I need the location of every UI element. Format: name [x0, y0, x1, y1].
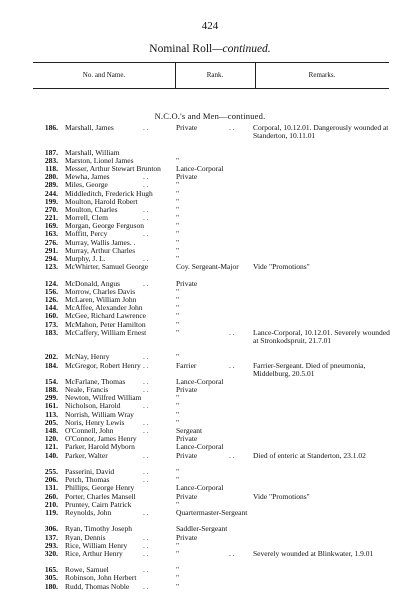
row-number: 123. — [44, 262, 58, 272]
row-number: 188. — [44, 385, 58, 395]
row-number: 160. — [44, 311, 58, 321]
row-rank: " — [176, 180, 180, 190]
roll-row — [0, 534, 420, 542]
row-rank: " — [176, 581, 180, 591]
row-name: Noris, Henry Lewis — [65, 418, 125, 427]
row-rank: Quartermaster-Sergeant — [176, 507, 248, 517]
row-name: McAffee, Alexander John — [65, 304, 143, 313]
row-name: Norrish, William Wray — [65, 410, 134, 419]
row-rank: Private — [176, 532, 198, 542]
row-name: McWhirter, Samuel George — [65, 263, 149, 272]
row-rank: " — [176, 409, 180, 419]
row-remarks: Died of enteric at Standerton, 23.1.02 — [253, 450, 366, 460]
roll-row — [0, 312, 420, 320]
roll-row — [0, 509, 420, 525]
row-number: 255. — [44, 466, 58, 476]
row-rank: Private — [176, 450, 198, 460]
row-number: 206. — [44, 475, 58, 485]
row-number: 120. — [44, 434, 58, 444]
roll-row — [0, 583, 420, 591]
row-name: McMahon, Peter Hamilton — [65, 320, 146, 329]
roll-row — [0, 386, 420, 394]
row-name: O'Connell, John — [65, 427, 114, 436]
row-rank: " — [176, 499, 180, 509]
header-rank: Rank. — [206, 71, 224, 79]
row-number: 184. — [44, 360, 58, 370]
row-leader-dots: . . — [143, 180, 149, 190]
row-leader-dots: . . — [143, 426, 149, 436]
roll-row — [0, 296, 420, 304]
row-number: 140. — [44, 450, 58, 460]
row-name: Morgan, George Ferguson — [65, 222, 144, 231]
row-rank: " — [176, 327, 180, 337]
row-name: Marshall, James — [65, 124, 114, 132]
row-number: 270. — [44, 204, 58, 214]
row-rank: " — [176, 221, 180, 231]
row-number: 119. — [45, 507, 58, 517]
row-rank: " — [176, 213, 180, 223]
row-number: 173. — [44, 319, 58, 329]
row-rank: " — [176, 311, 180, 321]
row-number: 293. — [44, 540, 58, 550]
row-name: Middleditch, Frederick Hugh — [65, 189, 153, 198]
row-number: 118. — [45, 163, 58, 173]
row-name: Newton, Wilfred William — [65, 394, 142, 403]
row-name: Phillips, George Henry — [65, 484, 135, 493]
row-leader-dots: . . — [143, 172, 149, 182]
roll-row — [0, 566, 420, 574]
row-leader-dots: . . — [143, 548, 149, 558]
row-name: Murphy, J. L. — [65, 255, 106, 264]
row-leader-dots: . . — [143, 213, 149, 223]
row-remarks: Vide "Promotions" — [253, 262, 310, 272]
row-number: 283. — [44, 155, 58, 165]
row-rank: " — [176, 417, 180, 427]
row-leader-dots: . . — [143, 417, 149, 427]
row-name: McLaren, William John — [65, 295, 137, 304]
roll-row — [0, 239, 420, 247]
row-name: Murray, Wallis James. . — [65, 238, 136, 247]
row-rank: " — [176, 204, 180, 214]
row-rank: " — [176, 401, 180, 411]
row-number: 161. — [44, 401, 58, 411]
row-leader-dots: . . — [143, 376, 149, 386]
roll-row — [0, 525, 420, 533]
row-remarks: Corporal, 10.12.01. Dangerously wounded at Standerton, 10.11.01 — [253, 123, 389, 141]
row-rank: " — [176, 475, 180, 485]
row-rank-dots: . . — [229, 327, 235, 337]
row-name: Miles, George — [65, 181, 108, 190]
row-number: 121. — [44, 442, 58, 452]
row-name: Pruntey, Cairn Patrick — [65, 500, 132, 509]
header-remarks: Remarks. — [308, 71, 336, 79]
row-leader-dots: . . — [143, 507, 149, 517]
row-rank: " — [176, 319, 180, 329]
row-rank: Sergeant — [176, 426, 203, 436]
row-leader-dots: . . — [143, 352, 149, 362]
roll-row — [0, 149, 420, 157]
column-header — [33, 62, 389, 89]
row-rank-dots: . . — [229, 548, 235, 558]
row-leader-dots: . . — [143, 278, 149, 288]
row-name: Porter, Charles Mansell — [65, 492, 136, 501]
row-number: 126. — [44, 294, 58, 304]
row-name: Ryan, Timothy Joseph — [65, 525, 133, 534]
row-name: Morrell, Clem — [65, 214, 108, 223]
roll-row — [0, 493, 420, 501]
row-rank: " — [176, 188, 180, 198]
row-number: 154. — [44, 376, 58, 386]
row-name: Mewha, James — [65, 173, 110, 182]
row-rank: Private — [176, 434, 198, 444]
row-rank-dots: . . — [229, 360, 235, 370]
row-leader-dots: . . — [143, 450, 149, 460]
row-name: Parker, Walter — [65, 451, 108, 460]
row-leader-dots: . . — [143, 204, 149, 214]
row-number: 299. — [44, 393, 58, 403]
page-title — [0, 43, 420, 55]
row-number: 276. — [44, 237, 58, 247]
title-text: Nominal Roll — [149, 43, 213, 55]
row-number: 137. — [44, 532, 58, 542]
row-number: 221. — [44, 213, 58, 223]
row-name: McGregor, Robert Henry — [65, 361, 141, 370]
row-name: Reynolds, John — [65, 508, 112, 517]
row-leader-dots: . . — [143, 532, 149, 542]
row-name: Moffitt, Percy — [65, 230, 108, 239]
row-rank: " — [176, 352, 180, 362]
row-rank: Saddler-Sergeant — [176, 524, 228, 534]
row-number: 305. — [44, 573, 58, 583]
roll-row — [0, 288, 420, 296]
row-leader-dots: . . — [143, 254, 149, 264]
roll-row — [0, 484, 420, 492]
roll-row — [0, 427, 420, 435]
row-name: Petch, Thomas — [65, 476, 110, 485]
roll-row — [0, 378, 420, 386]
row-rank: Private — [176, 491, 198, 501]
row-leader-dots: . . — [143, 475, 149, 485]
row-leader-dots: . . — [143, 229, 149, 239]
row-name: Moulton, Charles — [65, 205, 118, 214]
roll-row — [0, 280, 420, 288]
section-heading: N.C.O.'s and Men—continued. — [154, 111, 266, 121]
row-number: 187. — [44, 147, 58, 157]
row-leader-dots: . . — [143, 360, 149, 370]
row-name: McGee, Richard Lawrence — [65, 312, 146, 321]
row-number: 156. — [44, 286, 58, 296]
roll-row — [0, 124, 420, 149]
row-rank: " — [176, 303, 180, 313]
row-rank: Lance-Corporal — [176, 376, 224, 386]
row-number: 320. — [44, 548, 58, 558]
row-name: Marston, Lionel James — [65, 156, 134, 165]
row-leader-dots: . . — [143, 401, 149, 411]
roll-row — [0, 165, 420, 173]
row-name: McCaffery, William Ernest — [65, 328, 147, 337]
roll-row — [0, 198, 420, 206]
row-leader-dots: . . — [143, 565, 149, 575]
row-name: Messer, Arthur Stewart Brunton — [65, 164, 161, 173]
row-number: 291. — [44, 245, 58, 255]
row-name: McFarlane, Thomas — [65, 377, 126, 386]
roll-row — [0, 247, 420, 255]
roll-row — [0, 206, 420, 214]
row-rank-dots: . . — [229, 123, 235, 132]
row-rank: " — [176, 254, 180, 264]
row-number: 183. — [44, 327, 58, 337]
row-number: 148. — [44, 426, 58, 436]
row-name: Rowe, Samuel — [65, 566, 109, 575]
row-number: 289. — [44, 180, 58, 190]
roll-row — [0, 214, 420, 222]
row-rank: " — [176, 155, 180, 165]
row-number: 124. — [44, 278, 58, 288]
row-name: McDonald, Angus — [65, 279, 120, 288]
row-number: 205. — [44, 417, 58, 427]
row-name: Murray, Arthur Charles — [65, 246, 136, 255]
row-rank-dots: . . — [229, 450, 235, 460]
row-rank: " — [176, 548, 180, 558]
row-rank: Private — [176, 172, 198, 182]
row-number: 210. — [44, 499, 58, 509]
row-name: Robinson, John Herbert — [65, 574, 137, 583]
row-rank: " — [176, 196, 180, 206]
row-rank: Farrier — [176, 360, 197, 370]
roll-row — [0, 362, 420, 378]
row-name: Neale, Francis — [65, 386, 109, 395]
roll-row — [0, 222, 420, 230]
header-no-name: No. and Name. — [82, 71, 126, 79]
row-number: 144. — [44, 303, 58, 313]
roll-row — [0, 574, 420, 582]
row-rank: " — [176, 245, 180, 255]
row-rank: Lance-Corporal — [176, 483, 224, 493]
roll-row — [0, 411, 420, 419]
roll-row — [0, 419, 420, 427]
row-rank: Private — [176, 278, 198, 288]
row-leader-dots: . . — [143, 466, 149, 476]
row-rank: " — [176, 565, 180, 575]
row-remarks: Vide "Promotions" — [253, 491, 310, 501]
row-number: 199. — [44, 196, 58, 206]
row-rank: " — [176, 540, 180, 550]
row-number: 294. — [44, 254, 58, 264]
row-leader-dots: . . — [143, 581, 149, 591]
roll-row — [0, 394, 420, 402]
row-name: Nicholson, Harold — [65, 402, 121, 411]
row-name: Passerini, David — [65, 467, 115, 476]
row-name: Rice, Arthur Henry — [65, 549, 123, 558]
row-remarks: Severely wounded at Blinkwater, 1.9.01 — [253, 548, 374, 558]
row-rank: " — [176, 237, 180, 247]
row-rank: Coy. Sergeant-Major — [176, 262, 239, 272]
row-rank: Lance-Corporal — [176, 163, 224, 173]
row-rank: Private — [176, 385, 198, 395]
row-number: 306. — [44, 524, 58, 534]
row-number: 131. — [44, 483, 58, 493]
row-name: Ryan, Dennis — [65, 533, 106, 542]
roll-row — [0, 329, 420, 354]
row-rank: " — [176, 229, 180, 239]
row-rank: " — [176, 466, 180, 476]
roll-row — [0, 304, 420, 312]
row-name: Marshall, William — [65, 148, 120, 157]
row-leader-dots: . . — [143, 385, 149, 395]
roll-row — [0, 173, 420, 181]
row-name: Rudd, Thomas Noble — [65, 582, 130, 591]
row-number: 163. — [44, 229, 58, 239]
row-name: Parker, Harold Myborn — [65, 443, 135, 452]
row-rank: " — [176, 286, 180, 296]
title-suffix: —continued. — [212, 43, 271, 55]
roll-row — [0, 402, 420, 410]
row-name: Moulton, Harold Robert — [65, 197, 138, 206]
row-name: O'Connor, James Henry — [65, 435, 137, 444]
row-remarks: Lance-Corporal, 10.12.01. Severely wounded at Stronkodspruit, 21.7.01 — [253, 327, 390, 345]
roll-row — [0, 230, 420, 238]
row-rank: Private — [176, 123, 198, 132]
row-name: McNay, Henry — [65, 353, 110, 362]
roll-row — [0, 263, 420, 279]
row-number: 244. — [44, 188, 58, 198]
row-number: 180. — [44, 581, 58, 591]
row-number: 113. — [45, 409, 58, 419]
row-number: 280. — [44, 172, 58, 182]
row-rank: " — [176, 573, 180, 583]
row-rank: Lance-Corporal — [176, 442, 224, 452]
row-name: Rice, William Henry — [65, 541, 128, 550]
roll-row — [0, 452, 420, 468]
row-number: 260. — [44, 491, 58, 501]
roll-row — [0, 550, 420, 566]
roll-list — [0, 124, 420, 591]
roll-row — [0, 468, 420, 476]
row-leader-dots: . . — [143, 123, 149, 132]
row-number: 169. — [44, 221, 58, 231]
row-rank: " — [176, 294, 180, 304]
row-number: 186. — [44, 123, 58, 132]
row-rank: " — [176, 393, 180, 403]
row-remarks: Farrier-Sergeant. Died of pneumonia, Middelburg, 20.5.01 — [253, 360, 366, 378]
roll-row — [0, 190, 420, 198]
row-name: Morrow, Charles Davis — [65, 287, 136, 296]
roll-row — [0, 181, 420, 189]
row-number: 165. — [44, 565, 58, 575]
row-number: 202. — [44, 352, 58, 362]
page-number: 424 — [201, 20, 219, 32]
row-leader-dots: . . — [143, 540, 149, 550]
